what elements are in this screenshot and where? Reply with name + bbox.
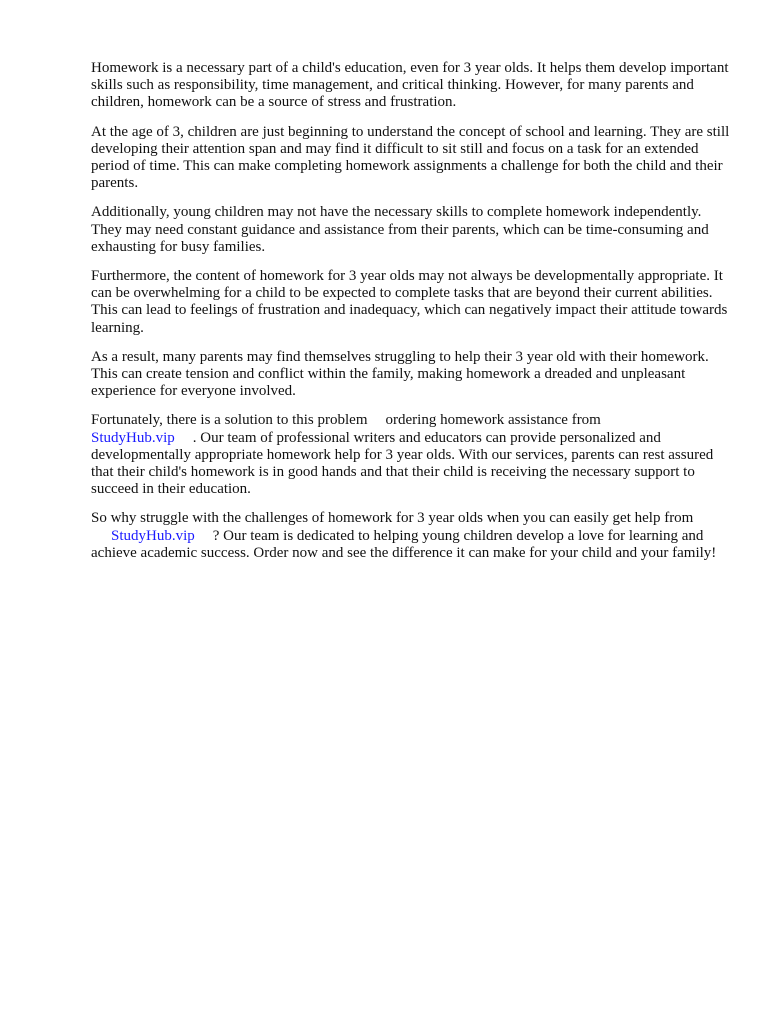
solution-text-end: . Our team of professional writers and educators can provide personalized and developmentally appropriate homework help for 3 year olds. With our services, parents can rest assured that their child's homework is in good hands and that their child is receiving the necessary support to succeed in their education.	[91, 429, 714, 498]
solution-text-start: Fortunately, there is a solution to this problem	[91, 412, 368, 429]
studyhub-link-2[interactable]: StudyHub.vip	[111, 527, 195, 544]
paragraph-age-three: At the age of 3, children are just beginning to understand the concept of school and learning. They are still developing their attention span and may find it difficult to sit still and focus on a task for an extended period of time. This can make completing homework assignments a challenge for both the child and their parents.	[91, 123, 730, 192]
studyhub-link[interactable]: StudyHub.vip	[91, 429, 175, 446]
solution-text-middle: ordering homework assistance from	[385, 412, 601, 429]
conclusion-text-start: So why struggle with the challenges of homework for 3 year olds when you can easily get help from	[91, 510, 694, 527]
paragraph-intro: Homework is a necessary part of a child's education, even for 3 year olds. It helps them develop important skills such as responsibility, time management, and critical thinking. However, for many parents and children, homework can be a source of stress and frustration.	[91, 60, 729, 111]
conclusion-text-end: ? Our team is dedicated to helping young children develop a love for learning and achieve academic success. Order now and see the difference it can make for your child and your family!	[91, 527, 717, 561]
document-page	[91, 60, 731, 574]
paragraph-additionally: Additionally, young children may not have the necessary skills to complete homework independently. They may need constant guidance and assistance from their parents, which can be time-consuming and exhausting for busy families.	[91, 204, 709, 255]
paragraph-furthermore: Furthermore, the content of homework for 3 year olds may not always be developmentally appropriate. It can be overwhelming for a child to be expected to complete tasks that are beyond their current abilities. This can lead to feelings of frustration and inadequacy, which can negatively impact their attitude towards learning.	[91, 268, 728, 336]
paragraph-conclusion	[91, 510, 731, 562]
paragraph-solution	[91, 412, 731, 498]
paragraph-result: As a result, many parents may find themselves struggling to help their 3 year old with their homework. This can create tension and conflict within the family, making homework a dreaded and unpleasant experience for everyone involved.	[91, 348, 709, 400]
